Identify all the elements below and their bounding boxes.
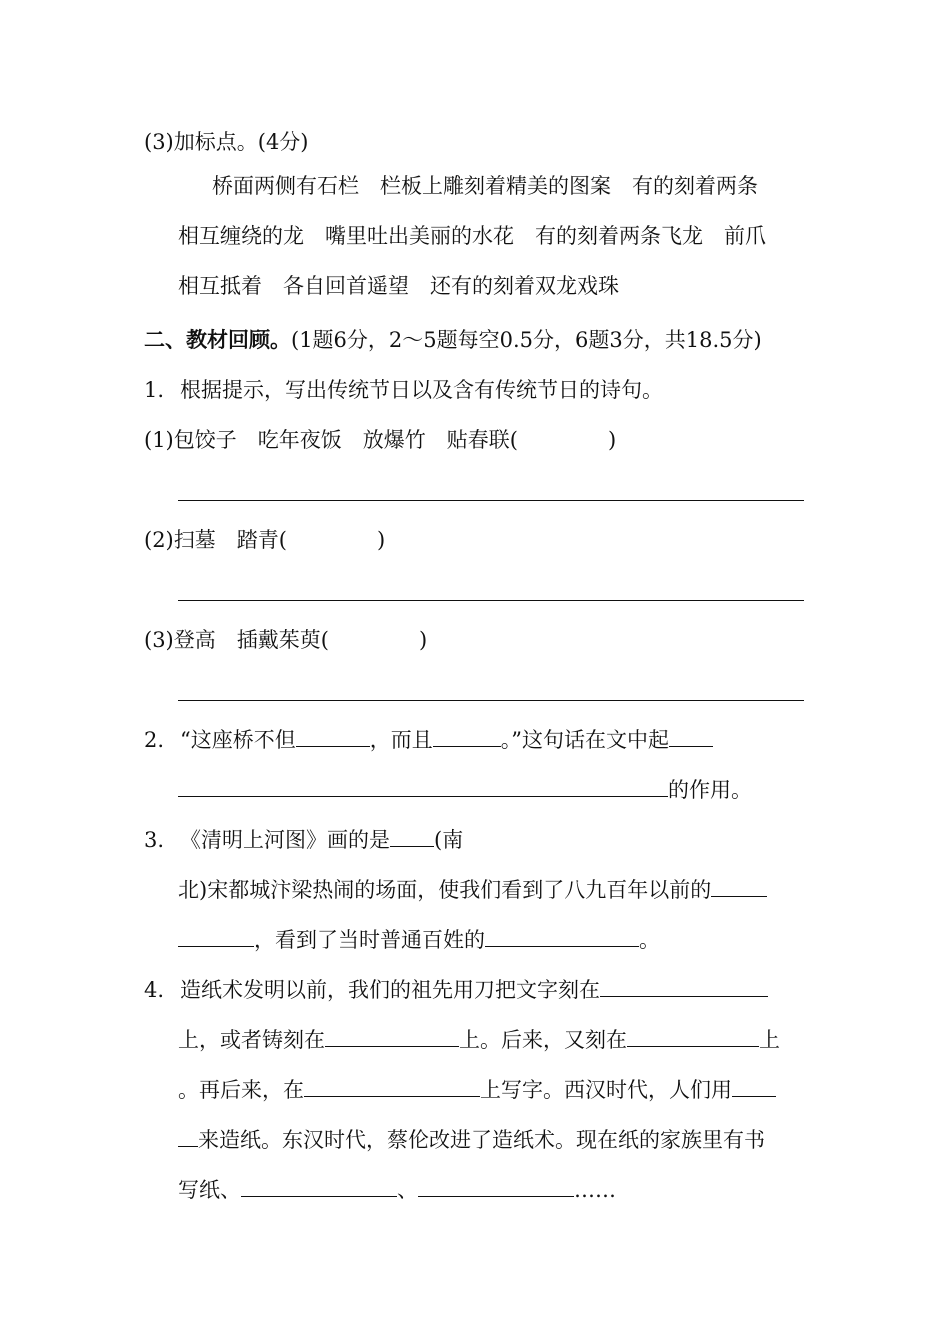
sub-1-answer-line[interactable]	[178, 500, 804, 501]
sub-2-answer-line[interactable]	[178, 600, 804, 601]
question-1-sub-2	[144, 526, 385, 554]
punctuation-text-line-3: 相互抵着 各自回首遥望 还有的刻着双龙戏珠	[178, 274, 619, 298]
q4-blank-5-cont[interactable]	[178, 1126, 198, 1147]
question-3-text-e: 。	[639, 928, 660, 952]
q2-blank-3-cont[interactable]	[178, 776, 668, 797]
question-1-text: 根据提示，写出传统节日以及含有传统节日的诗句。	[180, 378, 664, 402]
section-2-title: 二、教材回顾。	[144, 327, 291, 352]
q2-blank-2[interactable]	[433, 726, 501, 747]
question-3-text-b: (南	[434, 828, 464, 852]
q4-blank-2[interactable]	[325, 1026, 459, 1047]
question-1	[144, 376, 663, 404]
question-2-text-b: ，而且	[369, 728, 433, 752]
sub-3-hints: (3)登高 插戴茱萸(	[144, 628, 329, 652]
sub-1-hints: (1)包饺子 吃年夜饭 放爆竹 贴春联(	[144, 428, 518, 452]
question-4-text-h: 写纸、	[178, 1178, 241, 1202]
question-2-line-1	[144, 726, 713, 754]
question-4-text-d: 上	[759, 1028, 780, 1052]
sub-2-hints: (2)扫墓 踏青(	[144, 528, 287, 552]
section-2-scoring: (1题6分，2～5题每空0.5分，6题3分，共18.5分)	[291, 328, 762, 352]
question-4-line-3	[178, 1076, 776, 1104]
question-4-text-e: 。再后来，在	[178, 1078, 304, 1102]
q4-blank-6[interactable]	[241, 1176, 397, 1197]
question-3-number: 3.	[144, 828, 165, 852]
sub-3-close-paren: )	[418, 628, 428, 652]
sub-1-close-paren: )	[607, 428, 617, 452]
question-4-line-2	[178, 1026, 780, 1054]
q2-blank-3[interactable]	[669, 726, 713, 747]
question-4-text-g: 来造纸。东汉时代，蔡伦改进了造纸术。现在纸的家族里有书	[198, 1128, 765, 1152]
sub-3-answer-line[interactable]	[178, 700, 804, 701]
q4-blank-5[interactable]	[732, 1076, 776, 1097]
question-2-line-2	[178, 776, 752, 804]
q4-blank-4[interactable]	[304, 1076, 480, 1097]
question-4-line-1	[144, 976, 768, 1004]
question-3-text-c: 北)宋都城汴梁热闹的场面，使我们看到了八九百年以前的	[178, 878, 712, 902]
question-4-text-a: 造纸术发明以前，我们的祖先用刀把文字刻在	[180, 978, 601, 1002]
section-2-heading	[144, 326, 762, 354]
q3-blank-2[interactable]	[711, 876, 767, 897]
question-2-text-c: 。”这句话在文中起	[500, 728, 670, 752]
question-1-sub-3	[144, 626, 427, 654]
question-3-line-1	[144, 826, 463, 854]
q4-blank-7[interactable]	[418, 1176, 574, 1197]
question-3-text-a: 《清明上河图》画的是	[180, 828, 391, 852]
question-3-line-3	[178, 926, 660, 954]
question-1-number: 1.	[144, 378, 165, 402]
question-2-text-d: 的作用。	[668, 778, 752, 802]
question-4-text-i: 、	[397, 1178, 418, 1202]
q2-blank-1[interactable]	[296, 726, 370, 747]
question-4-number: 4.	[144, 978, 165, 1002]
question-2-text-a: “这座桥不但	[180, 728, 296, 752]
question-3-line-2	[178, 876, 767, 904]
punctuation-task-label: (3)加标点。(4分)	[144, 130, 309, 154]
sub-2-close-paren: )	[376, 528, 386, 552]
question-4-text-b: 上，或者铸刻在	[178, 1028, 325, 1052]
q3-blank-1[interactable]	[390, 826, 434, 847]
q3-blank-2-cont[interactable]	[178, 926, 254, 947]
question-4-line-5	[178, 1176, 616, 1204]
question-3-text-d: ，看到了当时普通百姓的	[254, 928, 485, 952]
punctuation-text-line-1: 桥面两侧有石栏 栏板上雕刻着精美的图案 有的刻着两条	[212, 174, 758, 198]
question-1-sub-1	[144, 426, 616, 454]
question-4-text-j: ……	[574, 1178, 616, 1202]
q4-blank-1[interactable]	[600, 976, 768, 997]
q4-blank-3[interactable]	[627, 1026, 759, 1047]
question-4-text-f: 上写字。西汉时代，人们用	[480, 1078, 732, 1102]
punctuation-text-line-2: 相互缠绕的龙 嘴里吐出美丽的水花 有的刻着两条飞龙 前爪	[178, 224, 766, 248]
question-4-line-4	[178, 1126, 765, 1154]
question-4-text-c: 上。后来，又刻在	[459, 1028, 627, 1052]
question-2-number: 2.	[144, 728, 165, 752]
q3-blank-3[interactable]	[485, 926, 639, 947]
